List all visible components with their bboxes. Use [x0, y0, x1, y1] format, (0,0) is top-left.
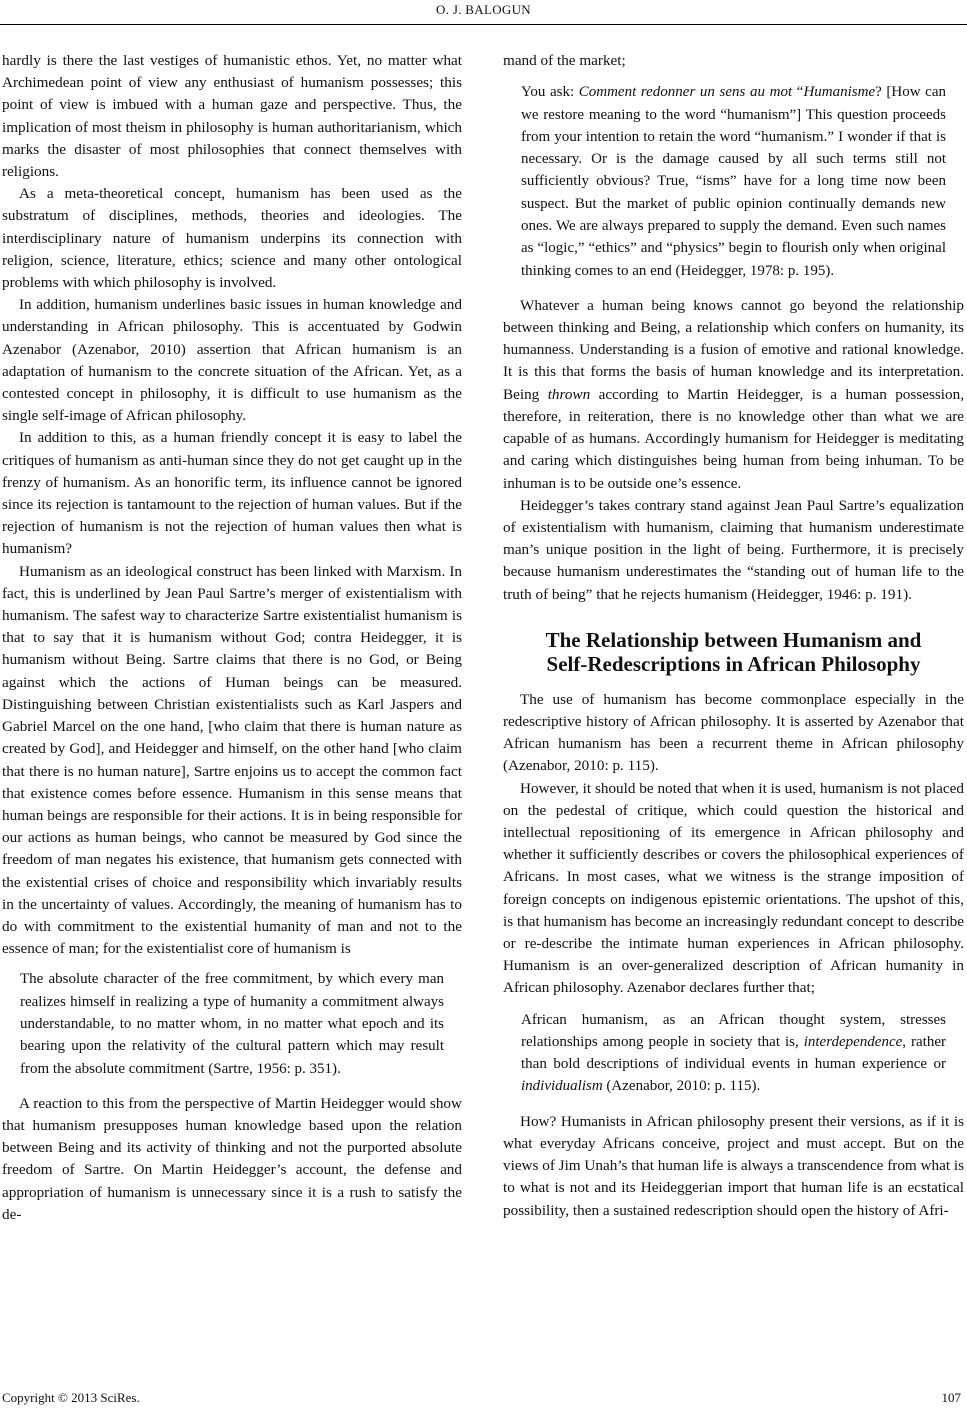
header-rule [0, 24, 967, 25]
quote-italic-text: Comment redonner un sens au mot [578, 84, 793, 101]
left-column [2, 50, 462, 1226]
quote-text: , rather than bold descriptions of individual events in human experience or [521, 1033, 946, 1073]
section-title-line: Self-Redescriptions in African Philosophy [546, 651, 921, 676]
quote-italic-text: individualism [521, 1078, 603, 1095]
paragraph: hardly is there the last vestiges of humanistic ethos. Yet, no matter what Archimedean point of view any enthusiast of humanism possesses; this point of view is imbued with a human gaze and perspective. Thus, the implication of most theism in philosophy is human authoritarianism, which marks the disaster of most philosophies that connect themselves with religions. [2, 52, 462, 181]
copyright-notice: Copyright © 2013 SciRes. [2, 1390, 140, 1405]
section-title [503, 628, 964, 676]
paragraph: However, it should be noted that when it is used, humanism is not placed on the pedestal of critique, which could question the historical and intellectual repositioning of its emergence in African philosophy and whether it sufficiently describes or covers the philosophical experiences of Africans. In most cases, what we witness is the strange imposition of foreign concepts on indigenous epistemic orientations. The upshot of this, is that humanism has become an increasingly redundant concept to describe or re-describe the intimate human experiences in African philosophy. Humanism is an over-generalized description of African humanity in African philosophy. Azenabor declares further that; [503, 779, 964, 997]
quote-italic-text: Humanisme [803, 84, 876, 101]
quote-text: You ask: [521, 84, 579, 101]
block-quote-sartre: The absolute character of the free commitment, by which every man realizes himself in realizing a type of humanity a commitment always understandable, to no matter whom, in no matter what epoch and its bearing upon the relativity of the cultural pattern which may result from the absolute commitment (Sartre, 1956: p. 351). [20, 971, 444, 1077]
paragraph-continuation: mand of the market; [503, 52, 626, 69]
paragraph: A reaction to this from the perspective of Martin Heidegger would show that humanism presupposes human knowledge based upon the relation between Being and its activity of thinking and not the purported absolute freedom of Sartre. On Martin Heidegger’s account, the defense and appropriation of humanism is unnecessary since it is a rush to satisfy the de- [2, 1094, 462, 1223]
paragraph: How? Humanists in African philosophy present their versions, as if it is what everyday Africans conceive, project and must accept. But on the views of Jim Unah’s that human life is always a transcendence from what is to what is not and its Heideggerian import that human life is an ecstatical possibility, then a sustained redescription should open the history of Afri- [503, 1112, 964, 1219]
paragraph: In addition to this, as a human friendly concept it is easy to label the critiques of humanism as anti-human since they do not get caught up in the frenzy of humanism. As an honorific term, its influence cannot be ignored since its rejection is tantamount to the rejection of human values. But if the rejection of humanism is not the rejection of human values then what is humanism? [2, 429, 462, 558]
text-run: Whatever a human being knows cannot go beyond the relationship between thinking and Being, a relationship which confers on humanity, its humanness. Understanding is a fusion of emotive and rational knowledge. It is this that forms the basis of human knowledge and its interpretation. Being [503, 296, 964, 403]
quote-text: (Azenabor, 2010: p. 115). [602, 1078, 761, 1095]
quote-text: “ [792, 84, 804, 101]
paragraph: Heidegger’s takes contrary stand against Jean Paul Sartre’s equalization of existentialism with humanism, claiming that humanism underestimate man’s unique position in the light of being. Furthermore, it is precisely because humanism underestimates the “standing out of human life to the truth of being” that he rejects humanism (Heidegger, 1946: p. 191). [503, 496, 964, 603]
section-title-line: The Relationship between Humanism and [545, 627, 922, 652]
italic-term: thrown [547, 385, 591, 403]
text-run: according to Martin Heidegger, is a human possession, therefore, in reiteration, there is no knowledge other than what we are capable of as humans. Accordingly humanism for Heidegger is meditating and caring which distinguishes being human from being inhuman. To be inhuman is to be outside one’s essence. [503, 385, 964, 492]
paragraph: As a meta-theoretical concept, humanism has been used as the substratum of disciplines, methods, theories and ideologies. The interdisciplinary nature of humanism underpins its connection with religion, science, literature, ethics; science and many other ontological problems with which philosophy is involved. [2, 185, 462, 292]
block-quote-azenabor [521, 1009, 946, 1098]
paragraph: The use of humanism has become commonplace especially in the redescriptive history of African philosophy. It is asserted by Azenabor that African humanism has been a recurrent theme in African philosophy (Azenabor, 2010: p. 115). [503, 690, 964, 775]
quote-text: ? [How can we restore meaning to the word “humanism”] This question proceeds from your intention to retain the word “humanism.” I wonder if that is necessary. Or is the damage caused by all such terms still not sufficiently obvious? True, “isms” have for a long time now been suspect. But the market of public opinion continually demands new ones. We are always prepared to supply the demand. Even such names as “logic,” “ethics” and “physics” begin to flourish only when original thinking comes to an end (Heidegger, 1978: p. 195). [521, 84, 946, 279]
quote-text: African humanism, as an African thought system, stresses relationships among people in society that is, [521, 1011, 946, 1050]
quote-italic-text: interdependence [803, 1033, 903, 1050]
paragraph: In addition, humanism underlines basic issues in human knowledge and understanding in African philosophy. This is accentuated by Godwin Azenabor (Azenabor, 2010) assertion that African humanism is an adaptation of humanism to the concrete situation of the African. Yet, as a contested concept in philosophy, it is difficult to use humanism as the single self-image of African philosophy. [2, 296, 462, 425]
running-header: O. J. BALOGUN [436, 2, 531, 17]
page-number: 107 [941, 1390, 961, 1405]
paragraph: Humanism as an ideological construct has been linked with Marxism. In fact, this is underlined by Jean Paul Sartre’s merger of existentialism with humanism. The safest way to characterize Sartre existentialist humanism is that to say that it is humanism without God; contra Heidegger, it is humanism without Being. Sartre claims that there is no God, or Being against which the actions of Human beings can be measured. Distinguishing between Christian existentialists such as Karl Jaspers and Gabriel Marcel on the one hand, [who claim that there is human nature as created by God], and Heidegger and himself, on the other hand [who claim that there is no human nature], Sartre enjoins us to accept the common fact that existence comes before essence. Humanism in this sense means that human beings are responsible for their actions. It is in being responsible for our actions as human beings, who cannot be measured by God since the freedom of man negates his existence, that humanism gets connected with the existential crises of choice and responsibility which invariably results in the uncertainty of values. Accordingly, the meaning of humanism has to do with commitment to the existential humanity of man and not to the essence of man; for the existentialist core of humanism is [2, 562, 462, 958]
block-quote-heidegger [521, 81, 946, 282]
right-column [503, 50, 964, 1222]
paragraph [503, 295, 964, 495]
